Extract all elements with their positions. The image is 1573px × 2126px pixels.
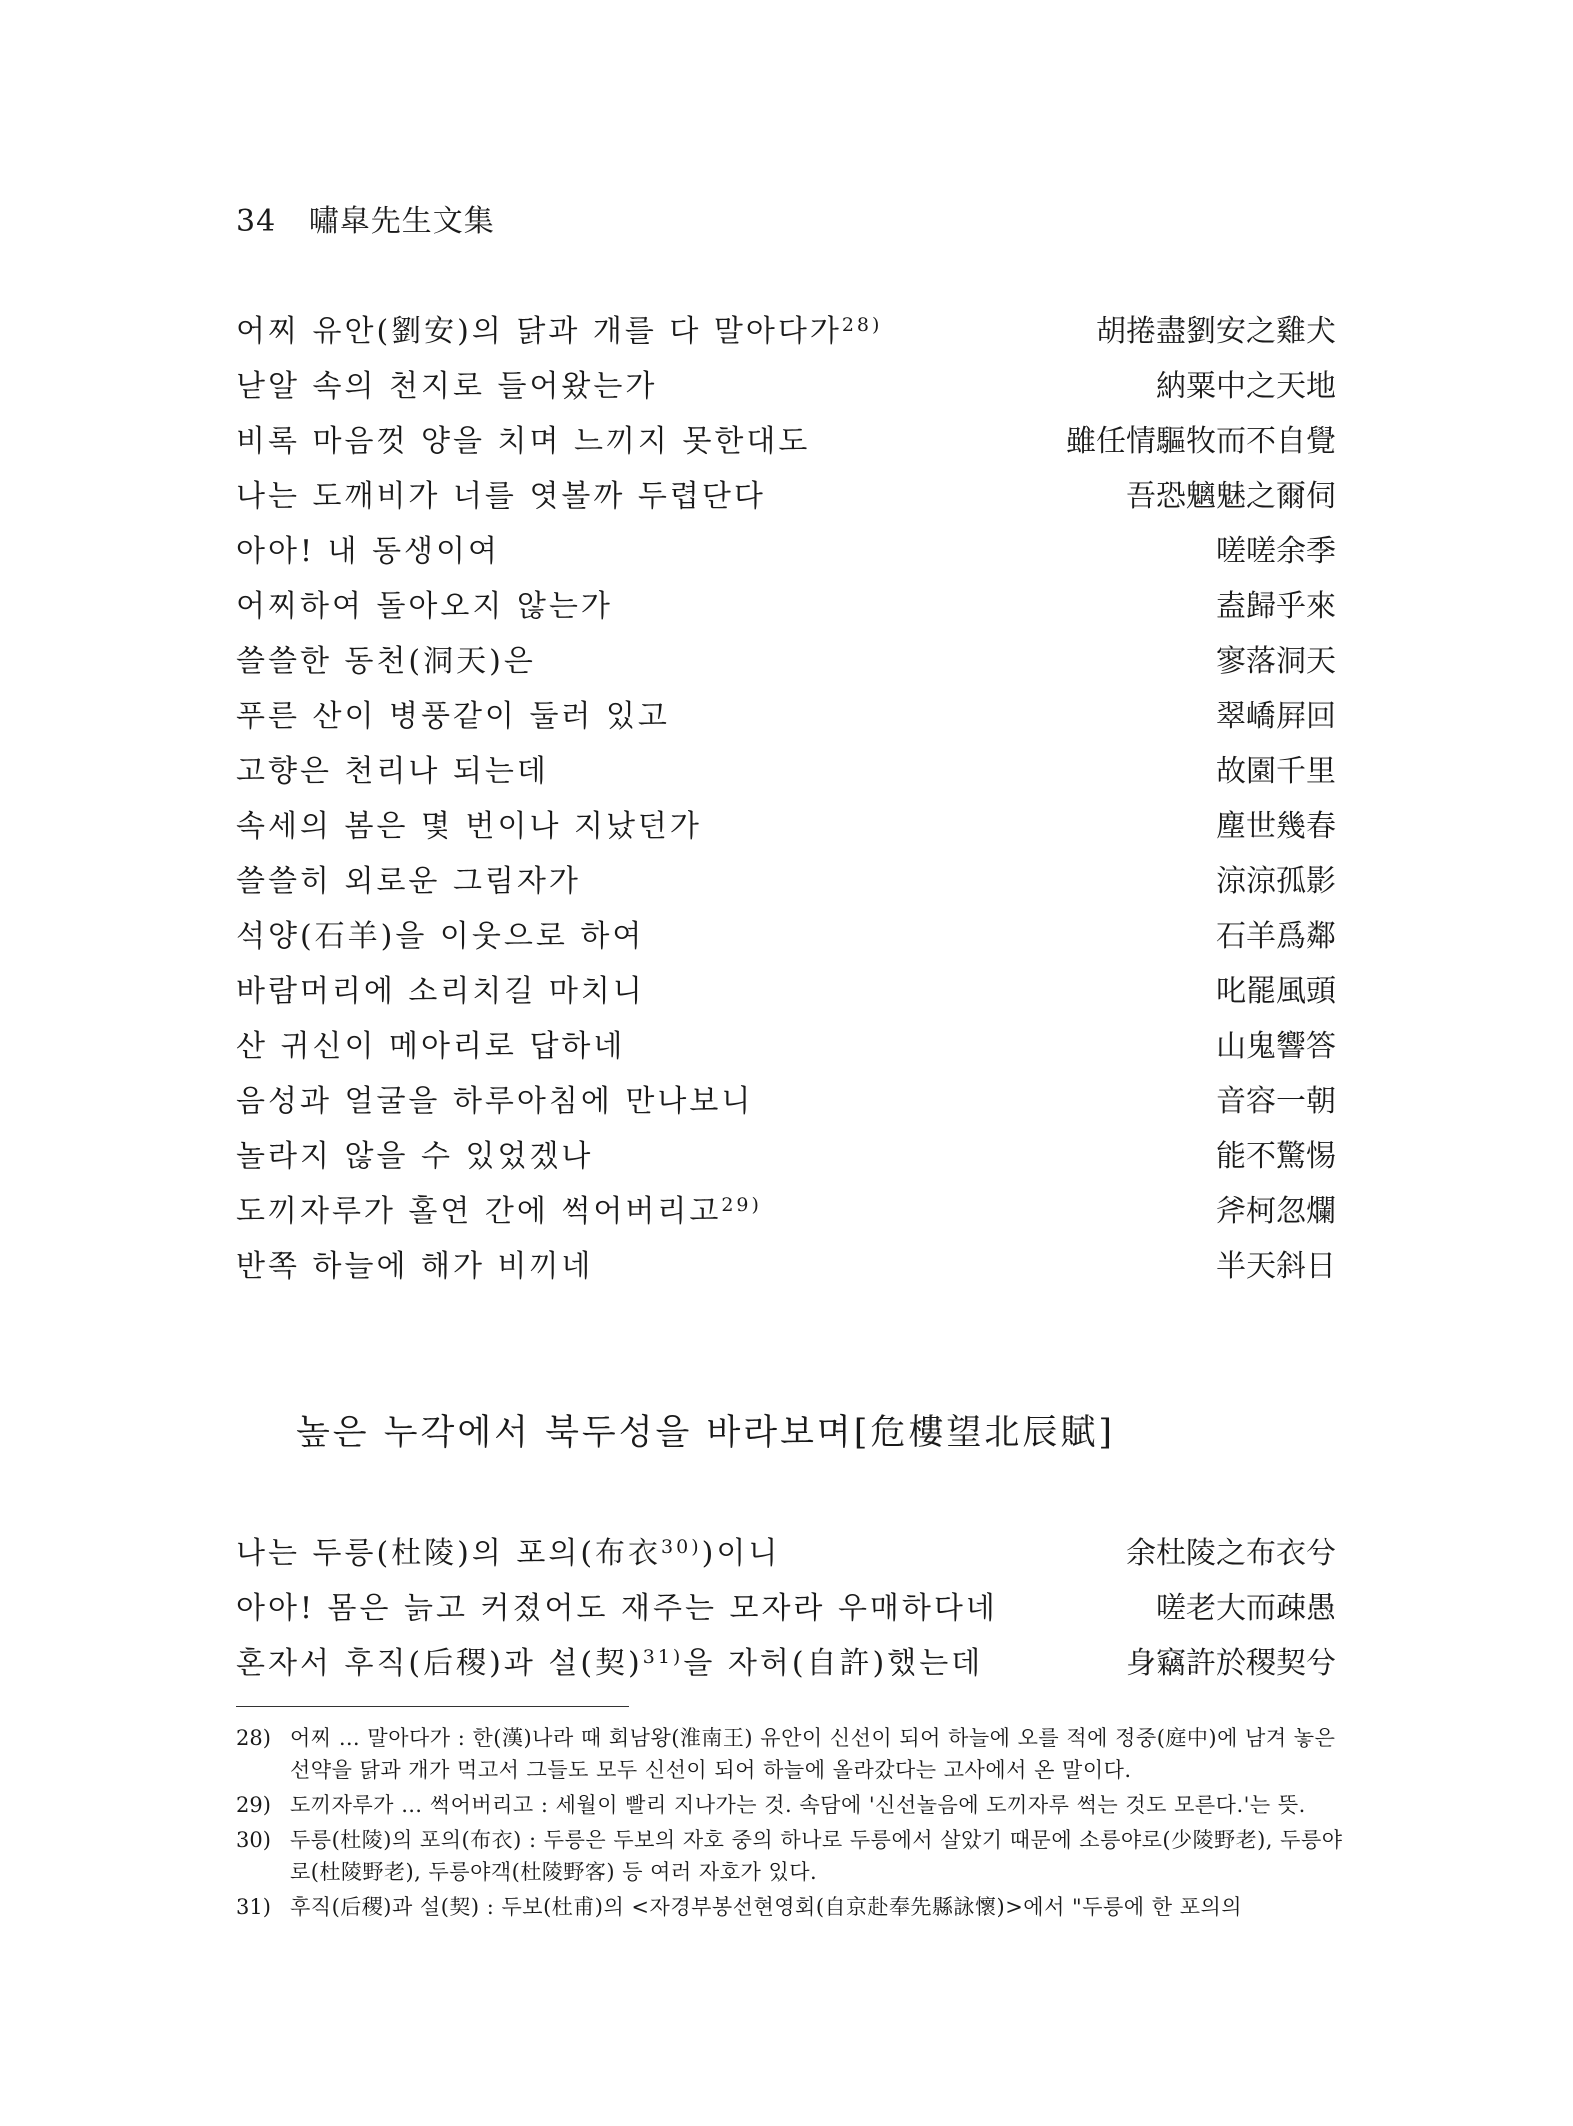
korean-translation — [236, 856, 581, 900]
poem-second — [236, 1528, 1336, 1693]
poem-line — [236, 966, 1336, 1021]
footnote-number: 31) — [236, 1895, 271, 1919]
poem-line — [236, 581, 1336, 636]
poem-line — [236, 636, 1336, 691]
running-header — [236, 196, 495, 240]
korean-translation — [236, 966, 645, 1010]
hanja-original: 塵世幾春 — [1216, 809, 1336, 844]
korean-text: )이니 — [701, 1536, 781, 1571]
poem-line — [236, 1021, 1336, 1076]
hanja-original: 身竊許於稷契兮 — [1126, 1646, 1336, 1681]
hanja-original: 納粟中之天地 — [1156, 369, 1336, 404]
korean-translation — [236, 746, 549, 790]
section-title: 높은 누각에서 북두성을 바라보며[危樓望北辰賦] — [296, 1413, 1116, 1453]
poem-line — [236, 526, 1336, 581]
korean-text: 쓸쓸한 동천(洞天)은 — [236, 644, 536, 679]
korean-translation — [236, 1076, 753, 1120]
poem-line — [236, 1528, 1336, 1583]
korean-text: 음성과 얼굴을 하루아침에 만나보니 — [236, 1084, 754, 1119]
korean-text: 푸른 산이 병풍같이 둘러 있고 — [236, 699, 670, 734]
footnote-ref: 30) — [661, 1536, 702, 1558]
korean-text: 혼자서 후직(后稷)과 설(契) — [236, 1646, 643, 1681]
korean-text: 어찌 유안(劉安)의 닭과 개를 다 말아다가 — [236, 314, 842, 349]
korean-translation — [236, 1241, 593, 1285]
hanja-original: 叱罷風頭 — [1216, 974, 1336, 1009]
korean-text: 낟알 속의 천지로 들어왔는가 — [236, 369, 658, 404]
footnote-number: 28) — [236, 1726, 271, 1750]
hanja-original: 能不驚惕 — [1216, 1139, 1336, 1174]
poem-line — [236, 416, 1336, 471]
korean-translation — [236, 471, 766, 515]
korean-text: 아아! 내 동생이여 — [236, 534, 500, 569]
korean-text: 어찌하여 돌아오지 않는가 — [236, 589, 613, 624]
footnote-number: 30) — [236, 1828, 271, 1852]
hanja-original: 故園千里 — [1216, 754, 1336, 789]
footnote-ref: 29) — [721, 1194, 762, 1216]
hanja-original: 涼涼孤影 — [1216, 864, 1336, 899]
korean-text: 놀라지 않을 수 있었겠나 — [236, 1139, 594, 1174]
footnote — [236, 1789, 1346, 1821]
korean-translation — [236, 306, 882, 350]
korean-translation — [236, 416, 810, 460]
korean-translation — [236, 1528, 780, 1572]
korean-translation — [236, 1583, 998, 1627]
hanja-original: 盍歸乎來 — [1216, 589, 1336, 624]
korean-translation — [236, 581, 613, 625]
korean-translation — [236, 1186, 762, 1230]
korean-text: 비록 마음껏 양을 치며 느끼지 못한대도 — [236, 424, 811, 459]
footnote-text: 도끼자루가 … 썩어버리고 : 세월이 빨리 지나가는 것. 속담에 '신선놀음에 도끼자루 썩는 것도 모른다.'는 뜻. — [290, 1793, 1306, 1817]
korean-text: 아아! 몸은 늙고 커졌어도 재주는 모자라 우매하다네 — [236, 1591, 998, 1626]
korean-text: 을 자허(自許)했는데 — [683, 1646, 984, 1681]
hanja-original: 雖任情驅牧而不自覺 — [1066, 424, 1336, 459]
poem-line — [236, 1076, 1336, 1131]
korean-text: 반쪽 하늘에 해가 비끼네 — [236, 1249, 594, 1284]
korean-translation — [236, 636, 536, 680]
poem-line — [236, 911, 1336, 966]
footnote-ref: 31) — [642, 1646, 684, 1668]
hanja-original: 嗟老大而疎愚 — [1156, 1591, 1336, 1626]
hanja-original: 山鬼響答 — [1216, 1029, 1336, 1064]
korean-text: 쓸쓸히 외로운 그림자가 — [236, 864, 581, 899]
footnote-text: 어찌 … 말아다가 : 한(漢)나라 때 회남왕(淮南王) 유안이 신선이 되어 하늘에 오를 적에 정중(庭中)에 남겨 놓은 선약을 닭과 개가 먹고서 그들도 모두 신선이 되어 하늘에 올라갔다는 고사에서 온 말이다. — [290, 1726, 1336, 1782]
korean-translation — [236, 526, 500, 570]
korean-text: 바람머리에 소리치길 마치니 — [236, 974, 645, 1009]
footnote-text: 후직(后稷)과 설(契) : 두보(杜甫)의 <자경부봉선현영회(自京赴奉先縣詠懷)>에서 "두릉에 한 포의의 — [290, 1895, 1243, 1919]
footnotes — [236, 1722, 1346, 1926]
korean-text: 나는 도깨비가 너를 엿볼까 두렵단다 — [236, 479, 766, 514]
poem-line — [236, 1583, 1336, 1638]
book-title: 嘯皐先生文集 — [308, 204, 495, 239]
korean-text: 산 귀신이 메아리로 답하네 — [236, 1029, 626, 1064]
hanja-original: 翠嶠屛回 — [1216, 699, 1336, 734]
korean-translation — [236, 1021, 625, 1065]
korean-translation — [236, 361, 657, 405]
hanja-original: 石羊爲鄰 — [1216, 919, 1336, 954]
poem-line — [236, 1638, 1336, 1693]
poem-line — [236, 1241, 1336, 1296]
hanja-original: 嗟嗟余季 — [1216, 534, 1336, 569]
hanja-original: 吾恐魑魅之爾伺 — [1126, 479, 1336, 514]
footnote — [236, 1824, 1346, 1888]
footnote-text: 두릉(杜陵)의 포의(布衣) : 두릉은 두보의 자호 중의 하나로 두릉에서 살았기 때문에 소릉야로(少陵野老), 두릉야로(杜陵野老), 두릉야객(杜陵野客) 등 여러 자호가 있다. — [290, 1828, 1343, 1884]
footnote-divider — [236, 1706, 629, 1707]
korean-translation — [236, 911, 644, 955]
poem-line — [236, 1186, 1336, 1241]
footnote — [236, 1891, 1346, 1923]
korean-translation — [236, 691, 670, 735]
korean-text: 도끼자루가 홀연 간에 썩어버리고 — [236, 1194, 722, 1229]
page-number: 34 — [236, 204, 277, 239]
korean-translation — [236, 1131, 593, 1175]
poem-line — [236, 801, 1336, 856]
poem-line — [236, 361, 1336, 416]
footnote — [236, 1722, 1346, 1786]
hanja-original: 寥落洞天 — [1216, 644, 1336, 679]
hanja-original: 胡捲盡劉安之雞犬 — [1096, 314, 1336, 349]
poem-line — [236, 1131, 1336, 1186]
poem-line — [236, 471, 1336, 526]
poem-first — [236, 306, 1336, 1296]
poem-line — [236, 691, 1336, 746]
footnote-ref: 28) — [841, 314, 883, 336]
hanja-original: 余杜陵之布衣兮 — [1126, 1536, 1336, 1571]
korean-text: 속세의 봄은 몇 번이나 지났던가 — [236, 809, 702, 844]
hanja-original: 斧柯忽爛 — [1216, 1194, 1336, 1229]
korean-text: 석양(石羊)을 이웃으로 하여 — [236, 919, 645, 954]
korean-translation — [236, 1638, 983, 1682]
hanja-original: 音容一朝 — [1216, 1084, 1336, 1119]
korean-text: 고향은 천리나 되는데 — [236, 754, 549, 789]
poem-line — [236, 306, 1336, 361]
poem-line — [236, 856, 1336, 911]
poem-line — [236, 746, 1336, 801]
hanja-original: 半天斜日 — [1216, 1249, 1336, 1284]
korean-translation — [236, 801, 702, 845]
footnote-number: 29) — [236, 1793, 271, 1817]
korean-text: 나는 두릉(杜陵)의 포의(布衣 — [236, 1536, 662, 1571]
